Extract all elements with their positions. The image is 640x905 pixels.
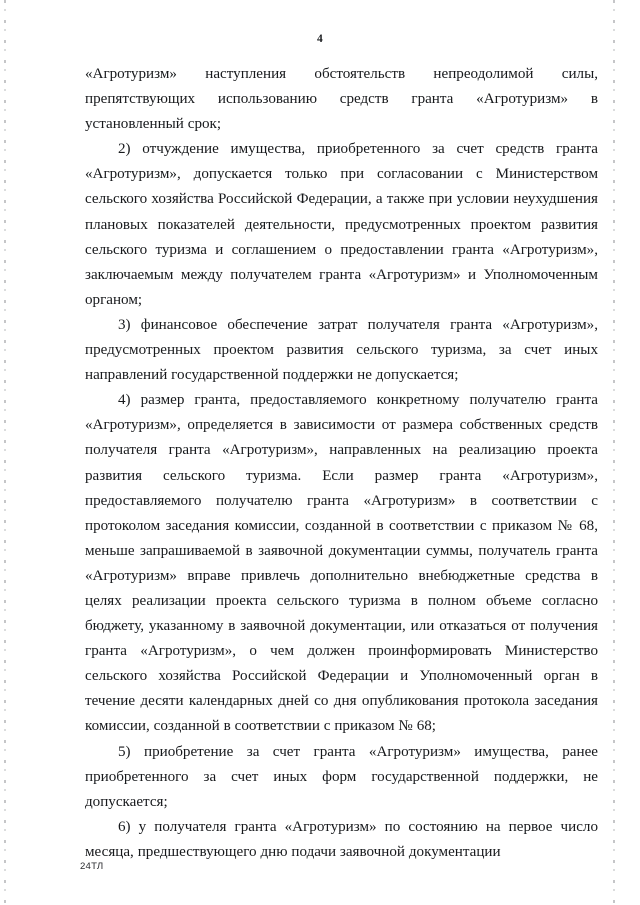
footer-mark: 24ТЛ bbox=[80, 861, 104, 872]
scan-edge-artifact-right bbox=[613, 0, 615, 905]
paragraph-clause-2: 2) отчуждение имущества, приобретенного за счет средств гранта «Агротуризм», допускается только при согласовании с Министерством сельского хозяйства Российской Федерации, а также при условии неухудшения плановых показателей деятельности, предусмотренных проектом развития сельского туризма и соглашением о предоставлении гранта «Агротуризм», заключаемым между получателем гранта «Агротуризм» и Уполномоченным органом; bbox=[85, 141, 598, 308]
paragraph-clause-6: 6) у получателя гранта «Агротуризм» по состоянию на первое число месяца, предшествующего дню подачи заявочной документации bbox=[85, 818, 598, 860]
paragraph-continued-clause-1: «Агротуризм» наступления обстоятельств непреодолимой силы, препятствующих использованию средств гранта «Агротуризм» в установленный срок; bbox=[85, 66, 598, 133]
paragraph-clause-4: 4) размер гранта, предоставляемого конкретному получателю гранта «Агротуризм», определяется в зависимости от размера собственных средств получателя гранта «Агротуризм», направленных на реализацию проекта развития сельского туризма. Если размер гранта «Агротуризм», предоставляемого получателю гранта «Агротуризм» в соответствии с протоколом заседания комиссии, созданной в соответствии с приказом № 68, меньше запрашиваемой в заявочной документации суммы, получатель гранта «Агротуризм» вправе привлечь дополнительно внебюджетные средства в целях реализации проекта сельского туризма в полном объеме согласно бюджету, указанному в заявочной документации, или отказаться от получения гранта «Агротуризм», о чем должен проинформировать Министерство сельского хозяйства Российской Федерации и Уполномоченный орган в течение десяти календарных дней со дня опубликования протокола заседания комиссии, созданной в соответствии с приказом № 68; bbox=[85, 392, 598, 735]
scan-edge-artifact-left bbox=[4, 0, 6, 905]
page-number: 4 bbox=[317, 33, 323, 45]
paragraph-clause-5: 5) приобретение за счет гранта «Агротуризм» имущества, ранее приобретенного за счет иных форм государственной поддержки, не допускается; bbox=[85, 743, 598, 810]
paragraph-clause-3: 3) финансовое обеспечение затрат получателя гранта «Агротуризм», предусмотренных проектом развития сельского туризма, за счет иных направлений государственной поддержки не допускается; bbox=[85, 316, 598, 384]
document-body bbox=[85, 62, 598, 865]
